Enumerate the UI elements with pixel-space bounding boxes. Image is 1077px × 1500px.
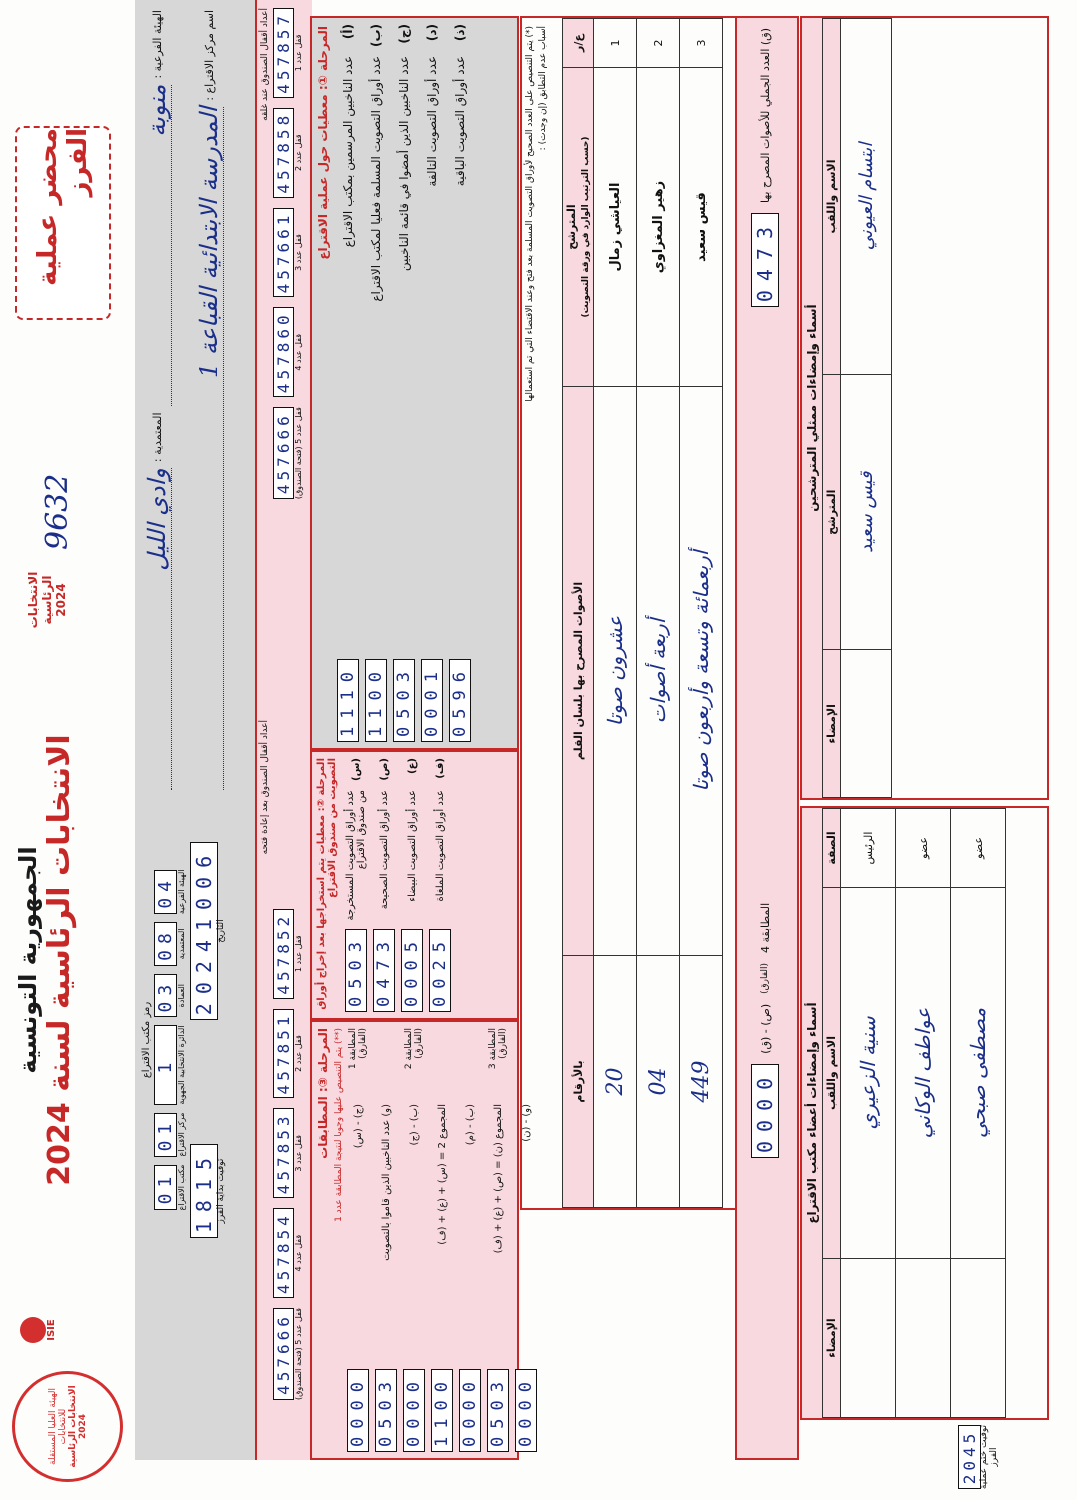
total-votes-value: 0473 [751,213,779,307]
handwritten-reference-number: 9632 [40,473,75,550]
member-signature-cell [951,1259,1006,1418]
date-time-row [192,780,226,1300]
candidate-votes-digits: 04 [637,956,680,1208]
totals-band [735,16,799,1460]
row-value: 0503 [487,1369,509,1452]
stage3-row [428,1022,456,1458]
logo-year: 2024 [54,583,68,617]
rep-name: ابتسام العيوني [841,19,892,375]
date-field [192,842,226,1020]
candidate-name: زهير المغزاوي [637,68,680,387]
row-code: (س) [350,758,362,781]
election-title: الانتخابات الرئاسية لسنة 2024 [42,734,77,1186]
lock-label: قفل عدد 2 [294,1035,303,1072]
row-value: 0596 [449,659,471,742]
total-votes-label: (ق) العدد الجملي للأصوات المصرح بها [758,28,772,203]
row-code: (ب) [369,24,383,48]
station-band [135,0,255,1460]
row-match-label: المطابقة 2 (الفارق) [404,1028,424,1070]
row-value: 1110 [337,659,359,742]
code-box-label: المعتمدية [177,928,186,960]
stage1-title: المرحلة ①: معطيات حول عملية الاقتراع [316,26,330,260]
start-time-value: 1815 [190,1144,218,1238]
col-votes-digits: بالأرقام [563,956,594,1208]
member-role: عضو [896,809,951,888]
member-col-name: الاسم واللقب [823,888,841,1259]
lock-value: 457666 [273,407,294,499]
member-col-sign: الإمضاء [823,1259,841,1418]
header [0,0,135,1500]
member-name: مصطفى صبحي [951,888,1006,1259]
match4-row [751,903,779,1158]
row-code: (ج) [397,24,411,44]
minutes-title-box [15,126,111,320]
stage2-section [310,750,519,1020]
start-time-field [192,1144,226,1238]
match4-value: 0000 [751,1064,779,1158]
match4-sub: (الفارق) [760,962,770,994]
code-box-4 [154,1113,186,1157]
row-value: 0000 [347,1369,369,1452]
row-formula: (و) عدد الناخبين الذين قاموا بالتصويت [380,1104,392,1261]
row-formula: (ب) - (م) [464,1104,476,1146]
logo-line-1: الانتخابات [26,571,40,629]
candidate-votes-words: أربعمائة وتسعة وأربعون صوتا [680,387,723,956]
member-role: عضو [951,809,1006,888]
candidate-votes-digits: 449 [680,956,723,1208]
row-value: 1100 [431,1369,453,1452]
stage2-row [370,752,398,1018]
row-value: 0503 [345,929,367,1012]
code-box-value: 08 [154,922,177,966]
subregion-label: الهيئة الفرعية : [151,10,164,79]
code-box-value: 01 [154,1165,177,1211]
lock-label: قفل عدد 4 [294,1234,303,1272]
col-candidate-sub: (حسب الترتيب الوارد في ورقة التصويت) [581,136,591,318]
stage1-section [310,16,519,750]
center-row [195,10,224,790]
stage3-row [456,1022,484,1458]
row-label: عدد أوراق التصويت المستخرجة من صندوق الاقتراع [345,790,367,921]
isie-logo-text: ISIE [46,1319,57,1341]
candidate-row [680,19,723,1208]
member-role: الرئيس [841,809,896,888]
subregion-row [143,10,172,790]
code-box-value: 04 [154,870,177,915]
representative-row [841,19,892,798]
reopen-lock-3 [273,1108,303,1198]
mismatch-reasons-label: أسباب عدم التطابق (إن وجدت) : [538,26,548,151]
row-label: عدد أوراق التصويت البيضاء [406,790,418,902]
code-box-1 [154,922,186,966]
candidate-num: 3 [680,19,723,68]
candidate-row [637,19,680,1208]
locks-closing-title: أعداد أقفال الصندوق عند غلقه [260,8,270,121]
stage2-row [398,752,426,1018]
isie-logo [20,1300,100,1360]
candidate-votes-words: عشرون صوتا [594,387,637,956]
end-time-field [960,1422,999,1492]
code-box-value: 01 [154,1113,177,1157]
row-value: 0503 [393,659,415,742]
row-code: (ص) [378,758,390,781]
rep-col-candidate: المترشح [823,375,841,650]
candidates-section [520,16,739,1210]
start-time-label: توقيت بداية الفرز [216,1158,226,1224]
row-label: عدد أوراق التصويت الباقية [453,56,467,187]
closing-lock-4 [273,307,303,397]
lock-value: 457666 [273,1308,294,1400]
row-code: (ع) [406,758,418,774]
candidates-note: (*) يتم التنصيص على العدد الصحيح لأوراق التصويت المسلمة بعد فتح وعند الاقتضاء التي تم استعمالها [525,26,535,402]
candidate-votes-digits: 20 [594,956,637,1208]
representatives-rows [841,19,892,798]
office-code-block [141,780,249,1300]
stamp-line-1: الهيئة العليا المستقلة للانتخابات [47,1388,68,1465]
minutes-title: محضر عملية الفرز [33,128,93,286]
lock-value: 457853 [273,1108,294,1198]
stamp-line-3: الانتخابات الرئاسية 2024 [67,1385,88,1468]
stage2-rows [342,752,454,1018]
rep-signature-cell [841,650,892,798]
code-box-label: الدائرة الانتخابية الجهوية [177,1025,186,1105]
lock-value: 457857 [273,8,294,98]
stage3-subtitle: (**) يتم التنصيص عليها وجوبا لنتيجة المطابقة عدد 1 [334,1028,344,1222]
end-time-label: توقيت ختم عملية الفرز [979,1424,999,1490]
locks-reopen-list [273,909,303,1400]
member-row [951,809,1006,1418]
row-value: 0473 [373,929,395,1012]
col-votes-words: الأصوات المصرح بها بلسان القلم [563,387,594,956]
row-value: 0000 [515,1369,537,1452]
member-name: سنية الزعيري [841,888,896,1259]
delegation-label: المعتمدية : [151,412,164,463]
reopen-lock-2 [273,1009,303,1099]
stage1-row [334,18,362,748]
official-stamp [12,1371,123,1482]
row-value: 0005 [401,929,423,1012]
lock-value: 457854 [273,1208,294,1298]
member-signature-cell [896,1259,951,1418]
candidates-rows [594,19,723,1208]
end-time-value: 2045 [958,1425,981,1490]
logo-line-2: الرئاسية [40,575,54,625]
stage1-row [362,18,390,748]
election-logo [26,570,68,630]
reopen-lock-1 [273,909,303,999]
total-votes-row [751,28,779,307]
lock-value: 457860 [273,307,294,397]
code-box-label: مركز الاقتراع [177,1112,186,1157]
row-value: 0000 [403,1369,425,1452]
candidate-name: العياشي زمال [594,68,637,387]
locks-reopen-title: أعداد أقفال الصندوق بعد إعادة فتحه [260,720,270,855]
code-box-value: 03 [154,974,177,1018]
candidate-num: 2 [637,19,680,68]
row-code: (ف) [434,758,446,779]
center-value: المدرسة الابتدائية القباعة 1 [195,107,224,790]
candidate-name: قيس سعيد [680,68,723,387]
republic-name: الجمهورية التونسية [14,846,42,1074]
lock-label: قفل عدد 3 [294,234,303,271]
row-value: 0001 [421,659,443,742]
stage2-row [426,752,454,1018]
row-value: 0025 [429,929,451,1012]
col-candidate-title: المترشح [565,204,578,250]
stage1-row [418,18,446,748]
rep-col-name: الاسم واللقب [823,19,841,375]
locks-band [255,0,312,1460]
stage3-row [484,1022,512,1458]
stage3-row [344,1022,372,1458]
stage1-rows [334,18,474,748]
row-formula: المجموع (ن) = (ص) + (ع) + (ف) [492,1104,504,1254]
lock-label: قفل عدد 1 [294,935,303,973]
closing-lock-2 [273,108,303,198]
row-formula: (ج) - (س) [352,1104,364,1149]
candidate-votes-words: أربعة أصوات [637,387,680,956]
republic-title [14,650,77,1270]
representatives-table [822,18,892,798]
candidates-table [562,18,723,1208]
stage2-row [342,752,370,1018]
code-box-label: مكتب الاقتراع [177,1164,186,1211]
row-formula: المجموع 2 = (س) + (ع) + (ف) [436,1104,448,1245]
rep-col-sign: الإمضاء [823,650,841,798]
code-box-value: 1 [154,1026,177,1105]
lock-label: قفل عدد 3 [294,1135,303,1172]
lock-label: قفل عدد 1 [294,34,303,72]
representatives-section [800,16,1049,800]
member-row [896,809,951,1418]
flag-icon [20,1317,46,1343]
code-box-label: العمادة [177,983,186,1008]
lock-label: قفل عدد 2 [294,134,303,172]
stage3-row [372,1022,400,1458]
lock-value: 457851 [273,1009,294,1099]
code-box-0 [154,870,186,915]
stage3-rows [344,1022,540,1458]
stage3-section [310,1020,536,1460]
member-row [841,809,896,1418]
members-table [822,808,1006,1418]
code-box-2 [154,974,186,1018]
center-label: اسم مركز الاقتراع : [203,10,216,101]
row-value: 0000 [459,1369,481,1452]
locks-closing-list [273,8,303,499]
candidate-row [594,19,637,1208]
row-formula: (ب) - (ج) [408,1104,420,1146]
row-code: (ذ) [453,24,467,42]
stage3-title: المرحلة ③: المطابقات [316,1028,330,1159]
closing-lock-5 [273,407,303,499]
row-label: عدد الناخبين الذين أمضوا في قائمة الناخبين [397,56,411,272]
code-box-5 [154,1165,186,1211]
candidate-num: 1 [594,19,637,68]
lock-value: 457852 [273,909,294,999]
rep-candidate: قيس سعيد [841,375,892,650]
row-value: 0503 [375,1369,397,1452]
member-col-role: الصفة [823,809,841,888]
subregion-value: منوبة [143,85,172,407]
lock-label: قفل عدد 4 [294,333,303,371]
lock-value: 457858 [273,108,294,198]
closing-lock-1 [273,8,303,98]
reopen-lock-5 [273,1308,303,1400]
stage1-row [446,18,474,748]
code-box-label: الهيئة الفرعية [177,869,186,915]
match4-formula: (ص) - (ق) [758,1003,772,1054]
stage1-row [390,18,418,748]
col-candidate [563,68,594,387]
code-box-3 [154,1026,186,1105]
date-label: التاريخ [216,919,226,943]
row-label: عدد الناخبين المرسمين بمكتب الاقتراع [341,56,355,248]
stage2-title: المرحلة ②: معطيات يتم استخراجها بعد إخراج أوراق التصويت من صندوق الاقتراع [316,758,338,1010]
office-code-label: رمز مكتب الاقتراع [141,1001,152,1079]
office-code-boxes [154,780,186,1300]
row-code: (د) [425,24,439,42]
match4-label: المطابقة 4 [758,902,772,953]
row-label: عدد أوراق التصويت الصحيحة [378,790,390,910]
stage3-row [400,1022,428,1458]
row-match-label: المطابقة 1 (الفارق) [348,1028,368,1070]
row-label: عدد أوراق التصويت التالفة [425,56,439,187]
row-label: عدد أوراق التصويت الملغاة [434,790,446,902]
closing-lock-3 [273,208,303,298]
row-match-label: المطابقة 3 (الفارق) [488,1028,508,1070]
row-label: عدد أوراق التصويت المسلمة فعليا لمكتب الاقتراع [369,56,383,302]
row-value: 1100 [365,659,387,742]
representatives-title: أسماء وإمضاءات ممثلي المترشحين [802,18,822,798]
col-num: ع/ر [563,19,594,68]
member-signature-cell [841,1259,896,1418]
lock-label: قفل عدد 5 (فتحة الصندوق) [294,1308,303,1400]
lock-value: 457661 [273,208,294,298]
member-name: عواطف الوكاني [896,888,951,1259]
date-value: 20241006 [190,842,218,1020]
row-code: (أ) [341,24,355,40]
members-title: أسماء وإمضاءات أعضاء مكتب الاقتراع [802,808,822,1418]
reopen-lock-4 [273,1208,303,1298]
lock-label: قفل عدد 5 (فتحة الصندوق) [294,407,303,500]
row-formula: (و) - (ن) [520,1104,532,1142]
members-section [800,806,1049,1420]
members-rows [841,809,1006,1418]
delegation-value: وادي الليل [143,468,172,790]
